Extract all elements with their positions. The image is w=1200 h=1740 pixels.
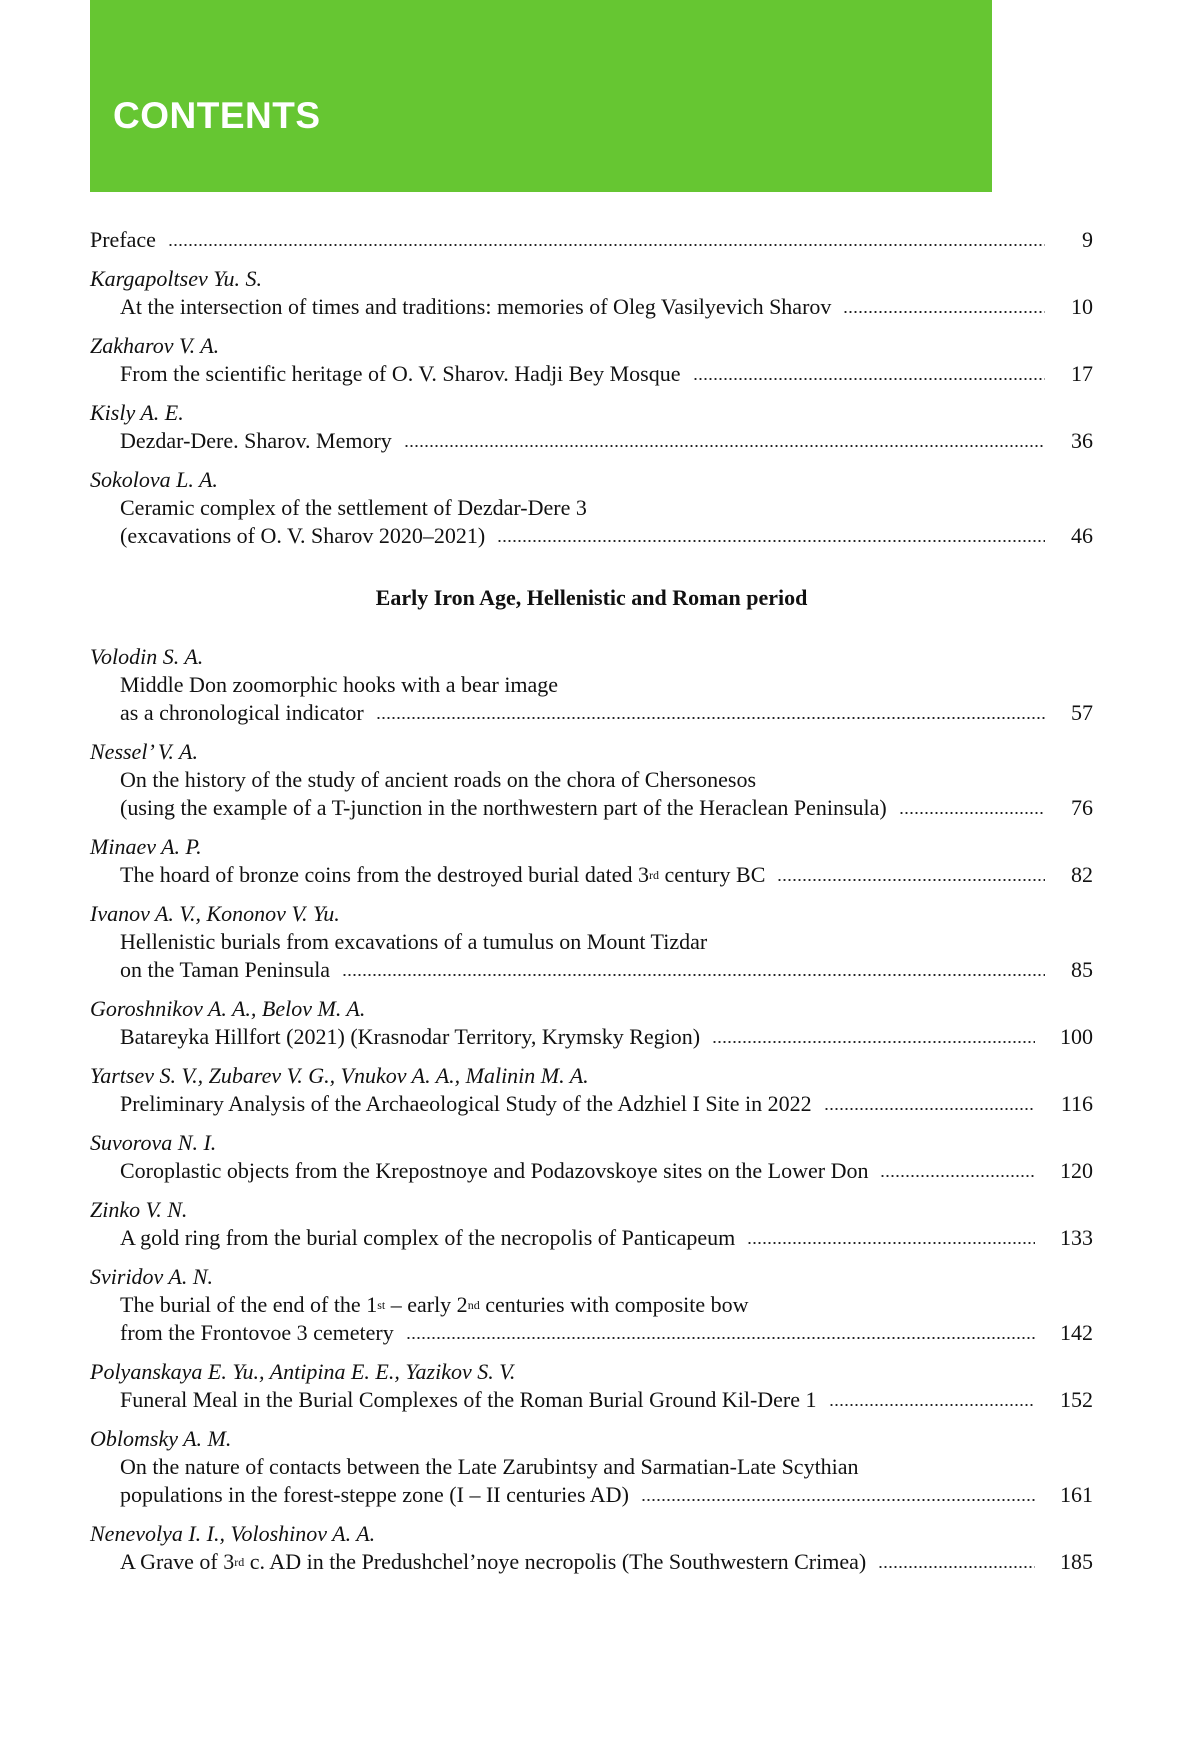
entry-author: Zinko V. N.	[90, 1197, 188, 1222]
leader-dots	[843, 307, 1045, 317]
toc-entry[interactable]	[90, 738, 1093, 822]
page-number: 85	[1071, 957, 1093, 982]
entry-title: (excavations of O. V. Sharov 2020–2021)	[120, 523, 486, 548]
page-number: 17	[1071, 361, 1093, 386]
entry-title: At the intersection of times and traditions: memories of Oleg Vasilyevich Sharov	[120, 294, 832, 319]
entry-author: Goroshnikov A. A., Belov M. A.	[90, 996, 366, 1021]
leader-dots	[747, 1238, 1035, 1248]
toc-entry[interactable]	[90, 900, 1093, 984]
entry-title-line: On the nature of contacts between the Late Zarubintsy and Sarmatian-Late Scythian	[120, 1454, 859, 1479]
leader-dots	[777, 875, 1045, 885]
entry-title: populations in the forest-steppe zone (I – II centuries AD)	[120, 1482, 629, 1507]
leader-dots	[693, 374, 1046, 384]
entry-title: A gold ring from the burial complex of the necropolis of Panticapeum	[120, 1225, 736, 1250]
entry-title: (using the example of a T-junction in the northwestern part of the Heraclean Peninsula)	[120, 795, 887, 820]
leader-dots	[342, 970, 1045, 980]
entry-author: Ivanov A. V., Kononov V. Yu.	[90, 901, 340, 926]
page-number: 10	[1071, 294, 1093, 319]
entry-title: Dezdar-Dere. Sharov. Memory	[120, 428, 392, 453]
entry-title-line: The burial of the end of the 1st – early 2nd centuries with composite bow	[120, 1292, 749, 1317]
entry-author: Oblomsky A. M.	[90, 1426, 232, 1451]
entry-title: Funeral Meal in the Burial Complexes of the Roman Burial Ground Kil-Dere 1	[120, 1387, 817, 1412]
section-heading: Early Iron Age, Hellenistic and Roman period	[375, 585, 808, 610]
page-number: 100	[1060, 1024, 1093, 1049]
entry-author: Volodin S. A.	[90, 644, 204, 669]
toc-entry[interactable]	[90, 1358, 1093, 1414]
page-number: 185	[1060, 1549, 1093, 1574]
entry-title: The hoard of bronze coins from the destroyed burial dated 3rd century BC	[120, 862, 766, 887]
entry-title: Preliminary Analysis of the Archaeological Study of the Adzhiel I Site in 2022	[120, 1091, 812, 1116]
leader-dots	[824, 1104, 1035, 1114]
leader-dots	[641, 1495, 1035, 1505]
entry-title-line: Ceramic complex of the settlement of Dezdar-Dere 3	[120, 495, 587, 520]
leader-dots	[497, 536, 1045, 546]
entry-author: Suvorova N. I.	[90, 1130, 217, 1155]
entry-author: Nessel’ V. A.	[90, 739, 198, 764]
page-number: 82	[1071, 862, 1093, 887]
toc-entry[interactable]	[90, 1263, 1093, 1347]
toc-entry[interactable]	[90, 643, 1093, 727]
toc-entry[interactable]	[90, 265, 1093, 321]
toc-entry[interactable]	[90, 1520, 1093, 1576]
toc-entry[interactable]	[90, 1196, 1093, 1252]
toc-entry[interactable]	[90, 332, 1093, 388]
entry-author: Kisly A. E.	[90, 400, 184, 425]
entry-author: Kargapoltsev Yu. S.	[90, 266, 262, 291]
entry-author: Minaev A. P.	[90, 834, 202, 859]
leader-dots	[829, 1400, 1035, 1410]
entry-author: Sokolova L. A.	[90, 467, 218, 492]
page-number: 120	[1060, 1158, 1093, 1183]
entry-title: Preface	[90, 227, 156, 252]
entry-title: A Grave of 3rd c. AD in the Predushchel’noye necropolis (The Southwestern Crimea)	[120, 1549, 867, 1574]
entry-author: Sviridov A. N.	[90, 1264, 214, 1289]
contents-title: CONTENTS	[113, 95, 321, 136]
page-number: 116	[1060, 1091, 1093, 1116]
entry-author: Polyanskaya E. Yu., Antipina E. E., Yazikov S. V.	[90, 1359, 516, 1384]
page-number: 161	[1060, 1482, 1093, 1507]
entry-title-line: Middle Don zoomorphic hooks with a bear image	[120, 672, 559, 697]
toc-entry[interactable]	[90, 1425, 1093, 1509]
toc-entry[interactable]	[90, 995, 1093, 1051]
leader-dots	[406, 1333, 1035, 1343]
toc-entry-preface[interactable]	[90, 226, 1093, 254]
page-number: 57	[1071, 700, 1093, 725]
leader-dots	[404, 441, 1045, 451]
entry-title: Batareyka Hillfort (2021) (Krasnodar Territory, Krymsky Region)	[120, 1024, 701, 1049]
leader-dots	[168, 240, 1045, 250]
entry-title: on the Taman Peninsula	[120, 957, 331, 982]
leader-dots	[899, 808, 1045, 818]
leader-dots	[376, 713, 1045, 723]
toc-entry[interactable]	[90, 1062, 1093, 1118]
contents-banner	[90, 0, 992, 192]
entry-title-line: Hellenistic burials from excavations of a tumulus on Mount Tizdar	[120, 929, 708, 954]
entry-author: Zakharov V. A.	[90, 333, 220, 358]
leader-dots	[878, 1562, 1035, 1572]
entry-title: Coroplastic objects from the Krepostnoye and Podazovskoye sites on the Lower Don	[120, 1158, 869, 1183]
page-number: 152	[1060, 1387, 1093, 1412]
toc-entry[interactable]	[90, 833, 1093, 889]
entry-author: Nenevolya I. I., Voloshinov A. A.	[90, 1521, 376, 1546]
entry-title: from the Frontovoe 3 cemetery	[120, 1320, 394, 1345]
page-number: 133	[1060, 1225, 1093, 1250]
page-number: 142	[1060, 1320, 1093, 1345]
toc-entry[interactable]	[90, 466, 1093, 550]
table-of-contents	[90, 226, 1093, 1587]
entry-title: as a chronological indicator	[120, 700, 364, 725]
leader-dots	[712, 1037, 1035, 1047]
entry-author: Yartsev S. V., Zubarev V. G., Vnukov A. A., Malinin M. A.	[90, 1063, 589, 1088]
page-number: 76	[1071, 795, 1093, 820]
leader-dots	[880, 1171, 1035, 1181]
page-number: 9	[1082, 227, 1093, 252]
toc-entry[interactable]	[90, 399, 1093, 455]
page-number: 46	[1071, 523, 1093, 548]
toc-entry[interactable]	[90, 1129, 1093, 1185]
entry-title: From the scientific heritage of O. V. Sharov. Hadji Bey Mosque	[120, 361, 681, 386]
entry-title-line: On the history of the study of ancient roads on the chora of Chersonesos	[120, 767, 757, 792]
page-number: 36	[1071, 428, 1093, 453]
